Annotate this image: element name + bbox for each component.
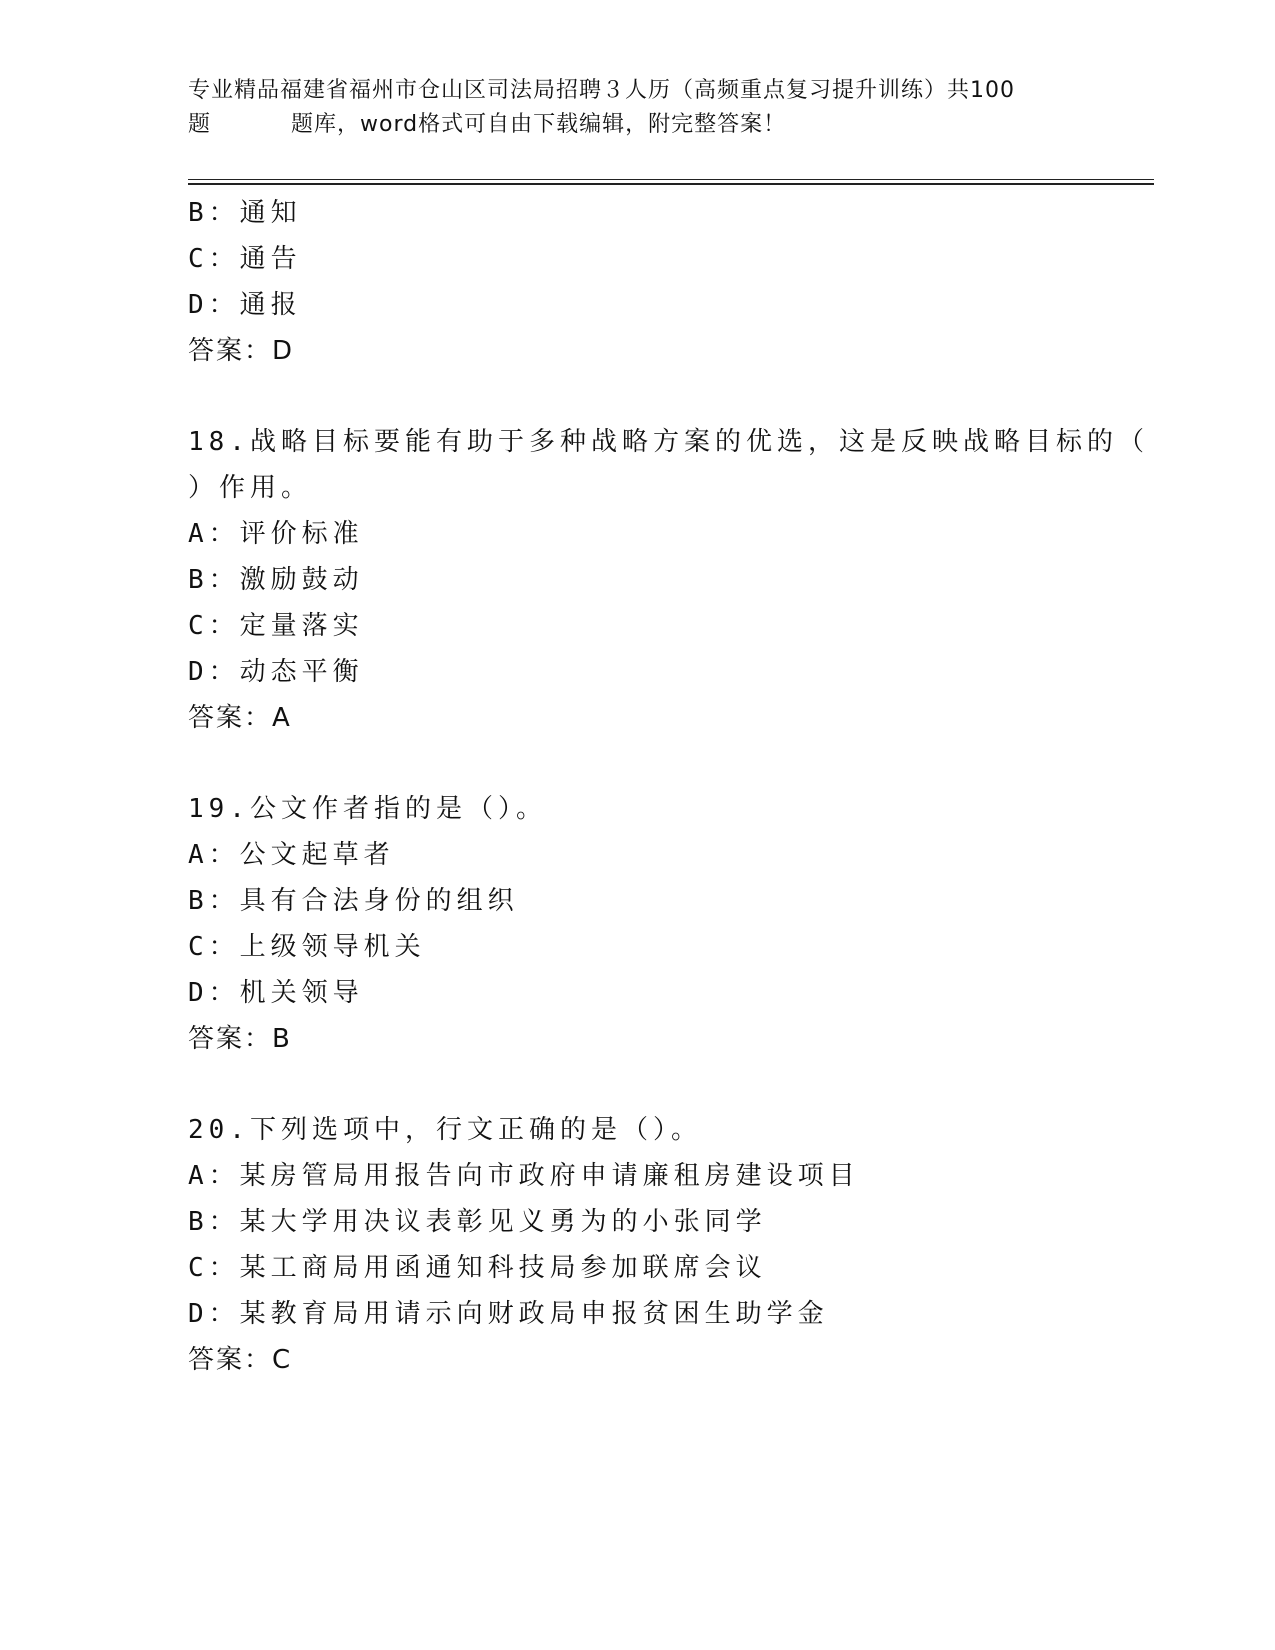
option-d: D：动态平衡 — [188, 657, 364, 687]
answer-line: 答案：C — [188, 1345, 293, 1375]
answer-line: 答案：A — [188, 703, 292, 733]
option-b: B：某大学用决议表彰见义勇为的小张同学 — [188, 1207, 767, 1237]
option-b: B：激励鼓动 — [188, 565, 364, 595]
header-rule-thin — [188, 179, 1154, 180]
option-b: B：具有合法身份的组织 — [188, 886, 519, 916]
question-block-20 — [188, 1107, 1088, 1383]
option-c: C：定量落实 — [188, 611, 364, 641]
header-line-1: 专业精品福建省福州市仓山区司法局招聘３人历（高频重点复习提升训练）共100 — [188, 78, 1015, 103]
question-stem: 18.战略目标要能有助于多种战略方案的优选，这是反映战略目标的（ — [188, 427, 1149, 457]
header-line-2-right: 题库，word格式可自由下载编辑，附完整答案！ — [291, 112, 787, 137]
question-block-prev — [188, 190, 1088, 374]
option-a: A：某房管局用报告向市政府申请廉租房建设项目 — [188, 1161, 860, 1191]
answer-line: 答案：D — [188, 336, 295, 366]
question-block-19 — [188, 786, 1088, 1062]
option-c: C：上级领导机关 — [188, 932, 426, 962]
document-header — [188, 74, 1088, 142]
option-a: A：评价标准 — [188, 519, 364, 549]
option-b: B：通知 — [188, 198, 302, 228]
header-line-2-left: 题 — [188, 112, 212, 137]
option-d: D：某教育局用请示向财政局申报贫困生助学金 — [188, 1299, 829, 1329]
header-line-2 — [188, 108, 1088, 142]
option-c: C：某工商局用函通知科技局参加联席会议 — [188, 1253, 767, 1283]
option-a: A：公文起草者 — [188, 840, 395, 870]
option-d: D：机关领导 — [188, 978, 364, 1008]
answer-line: 答案：B — [188, 1024, 292, 1054]
question-block-18 — [188, 419, 1149, 741]
option-c: C：通告 — [188, 244, 302, 274]
option-d: D：通报 — [188, 290, 302, 320]
question-stem: 20.下列选项中，行文正确的是（）。 — [188, 1115, 702, 1145]
question-list — [188, 190, 1149, 1383]
question-stem: 19.公文作者指的是（）。 — [188, 794, 547, 824]
question-stem-continued: ）作用。 — [188, 473, 313, 503]
header-rule-thick — [188, 183, 1154, 185]
